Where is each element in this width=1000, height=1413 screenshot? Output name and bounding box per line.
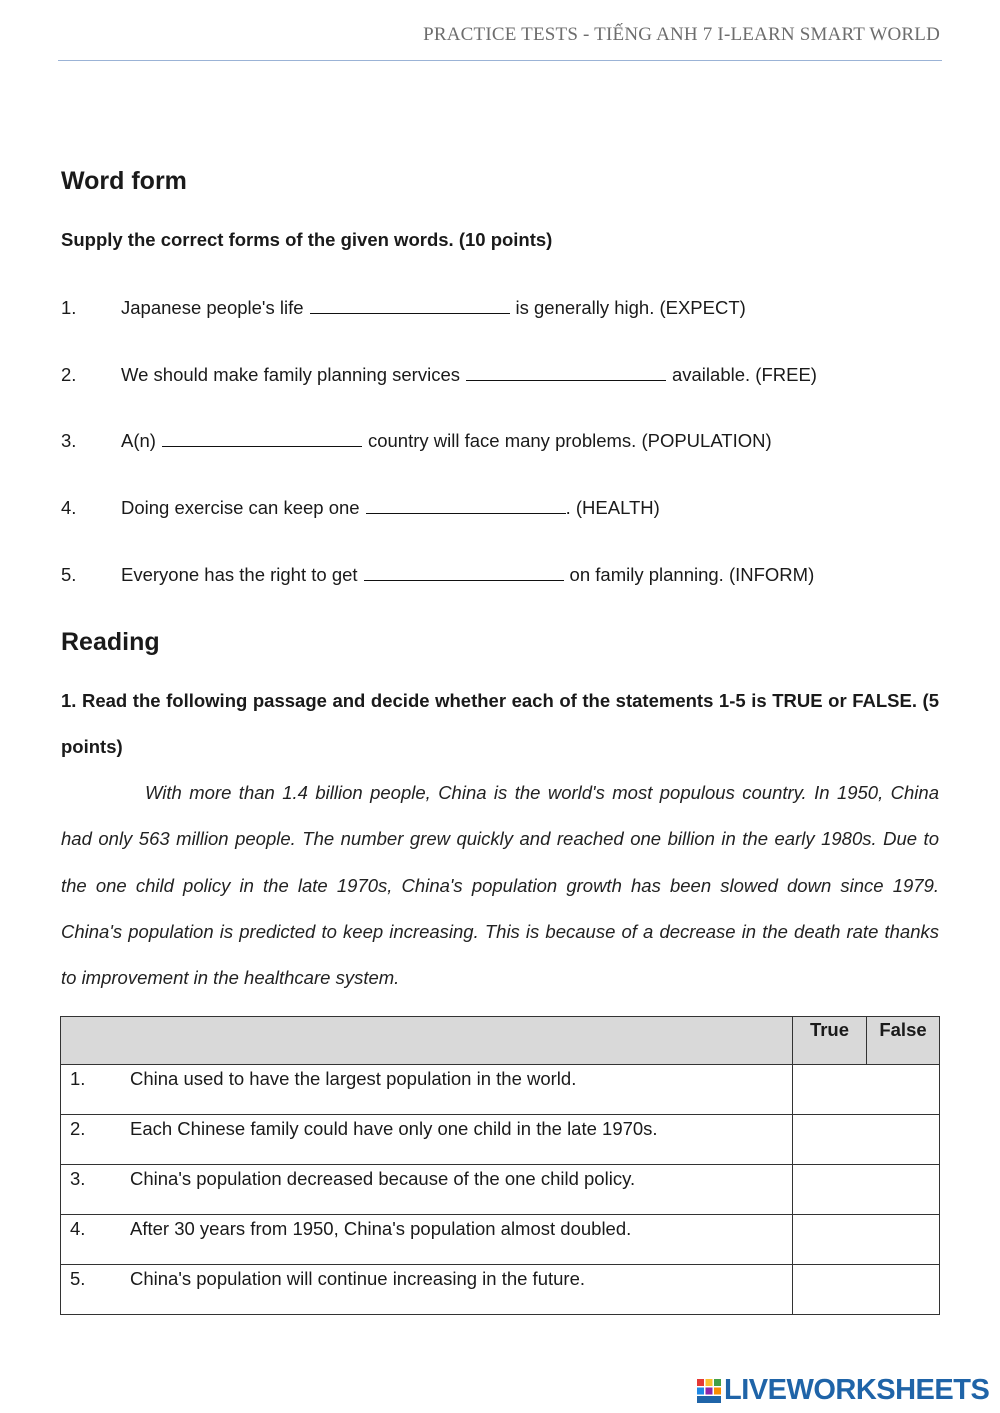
answer-blank-4[interactable] (366, 495, 566, 514)
true-false-table (60, 1016, 940, 1315)
reading-heading: Reading (61, 628, 160, 656)
statement-cell (61, 1065, 793, 1115)
statement-cell (61, 1265, 793, 1315)
liveworksheets-logo-icon (697, 1379, 721, 1403)
statement-number: 5. (70, 1268, 86, 1289)
question-number: 4. (61, 497, 77, 518)
table-row (61, 1115, 940, 1165)
word-form-question-2 (61, 362, 817, 386)
question-text-before: Doing exercise can keep one (121, 497, 360, 518)
statement-text: Each Chinese family could have only one child in the late 1970s. (130, 1118, 658, 1139)
table-row (61, 1215, 940, 1265)
answer-blank-3[interactable] (162, 428, 362, 447)
word-form-question-4 (61, 495, 660, 519)
word-form-heading: Word form (61, 167, 187, 195)
word-form-instruction: Supply the correct forms of the given words. (10 points) (61, 229, 553, 250)
statement-text: After 30 years from 1950, China's population almost doubled. (130, 1218, 632, 1239)
header-divider (58, 60, 942, 61)
answer-blank-1[interactable] (310, 295, 510, 314)
question-text-after: on family planning. (INFORM) (569, 564, 815, 585)
answer-blank-2[interactable] (466, 362, 666, 381)
word-form-question-5 (61, 562, 814, 586)
answer-cell-1[interactable] (793, 1065, 940, 1115)
statement-text: China's population will continue increasing in the future. (130, 1268, 586, 1289)
reading-passage: With more than 1.4 billion people, China is the world's most populous country. In 1950, China had only 563 million people. The number grew quickly and reached one billion in the early 1980s. Due to the one child policy in the late 1970s, China's population growth has been slowed down since 1979. China's population is predicted to keep increasing. This is because of a decrease in the death rate thanks to improvement in the healthcare system. (61, 782, 939, 989)
table-row (61, 1065, 940, 1115)
question-number: 2. (61, 364, 77, 385)
answer-blank-5[interactable] (364, 562, 564, 581)
table-row (61, 1165, 940, 1215)
statement-cell (61, 1215, 793, 1265)
liveworksheets-logo (697, 1376, 989, 1405)
reading-instruction: 1. Read the following passage and decide whether each of the statements 1-5 is TRUE or FALSE. (5 points) (61, 690, 939, 757)
question-number: 5. (61, 564, 77, 585)
answer-cell-4[interactable] (793, 1215, 940, 1265)
question-number: 1. (61, 297, 77, 318)
question-text-before: A(n) (121, 430, 156, 451)
statement-text: China's population decreased because of the one child policy. (130, 1168, 636, 1189)
answer-cell-2[interactable] (793, 1115, 940, 1165)
statement-number: 2. (70, 1118, 86, 1139)
statement-text: China used to have the largest population in the world. (130, 1068, 577, 1089)
liveworksheets-logo-text: LIVEWORKSHEETS (724, 1374, 990, 1406)
statement-number: 1. (70, 1068, 86, 1089)
page-header-title: PRACTICE TESTS - TIẾNG ANH 7 I-LEARN SMART WORLD (423, 24, 940, 45)
question-text-after: is generally high. (EXPECT) (515, 297, 746, 318)
question-text-after: available. (FREE) (671, 364, 817, 385)
statement-number: 3. (70, 1168, 86, 1189)
statement-cell (61, 1165, 793, 1215)
false-column-header: False (867, 1017, 940, 1065)
word-form-question-3 (61, 428, 772, 452)
question-text-before: Everyone has the right to get (121, 564, 358, 585)
table-row (61, 1265, 940, 1315)
statement-cell (61, 1115, 793, 1165)
answer-cell-3[interactable] (793, 1165, 940, 1215)
answer-cell-5[interactable] (793, 1265, 940, 1315)
question-text-before: Japanese people's life (121, 297, 304, 318)
word-form-question-1 (61, 295, 746, 319)
table-header-row (61, 1017, 940, 1065)
question-text-before: We should make family planning services (121, 364, 460, 385)
question-text-after: country will face many problems. (POPULATION) (367, 430, 772, 451)
question-number: 3. (61, 430, 77, 451)
statement-number: 4. (70, 1218, 86, 1239)
question-text-after: . (HEALTH) (565, 497, 660, 518)
true-column-header: True (793, 1017, 867, 1065)
statement-column-header (61, 1017, 793, 1065)
